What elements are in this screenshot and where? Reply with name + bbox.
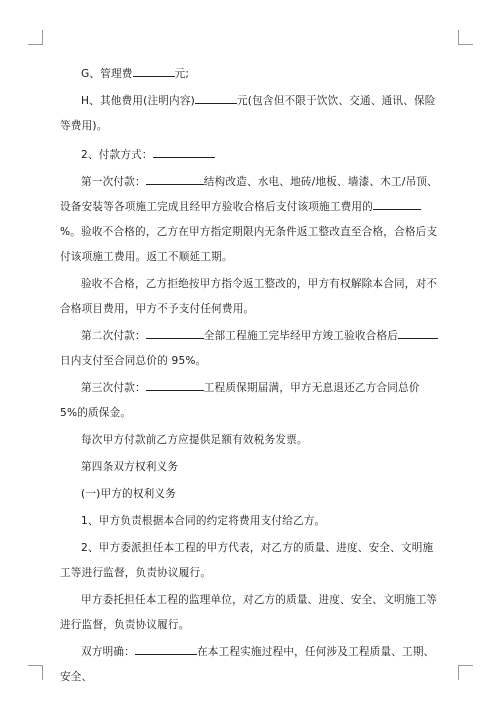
- blank-field: [146, 327, 204, 339]
- blank-field: [373, 198, 421, 210]
- payment-third-label: 第三次付款：: [81, 382, 146, 394]
- blank-field: [195, 92, 237, 104]
- item-g: [60, 62, 440, 87]
- crop-mark-top-right: [458, 30, 473, 45]
- blank-field: [153, 146, 215, 158]
- payment-third: [60, 376, 440, 426]
- party-a-right-1: 1、甲方负责根据本合同的约定将费用支付给乙方。: [81, 515, 326, 527]
- item-h: [60, 89, 440, 139]
- article-4-heading: 第四条双方权利义务: [81, 461, 179, 473]
- section-payment-method: [60, 143, 440, 168]
- payment-first-text: 结构改造、水电、地砖/地板、墙漆、木工/吊顶、设备安装等各项施工完成且经甲方验收合格后支付该项施工费用的: [60, 176, 438, 213]
- blank-field: [146, 379, 204, 391]
- document-body: [60, 62, 440, 692]
- payment-second-text: 全部工程施工完毕经甲方竣工验收合格后: [203, 330, 399, 342]
- payment-second-label: 第二次付款：: [81, 330, 146, 342]
- item-h-text: 元(包含但不限于饮饮、交通、通讯、保险等费用)。: [60, 95, 436, 132]
- party-a-subheading: (一)甲方的权利义务: [81, 488, 177, 500]
- payment-first-note: 验收不合格，乙方拒绝按甲方指令返工整改的，甲方有权解除本合同，对不合格项目费用，甲方不予支付任何费用。: [60, 278, 438, 315]
- payment-third-text: 工程质保期届满，甲方无息退还乙方合同总价 5%的质保金。: [60, 382, 420, 419]
- blank-field: [135, 643, 197, 655]
- blank-field: [398, 327, 438, 339]
- item-h-label: H、其他费用(注明内容): [81, 95, 195, 107]
- payment-first: [60, 170, 440, 270]
- blank-field: [133, 65, 175, 77]
- crop-mark-bottom-left: [28, 665, 43, 680]
- invoice-clause: 每次甲方付款前乙方应提供足额有效税务发票。: [81, 434, 308, 446]
- mutual-clarification: [60, 640, 440, 690]
- party-a-right-3: 甲方委托担任本工程的监理单位，对乙方的质量、进度、安全、文明施工等进行监督，负责协议履行。: [60, 594, 438, 631]
- mutual-clarification-text: 在本工程实施过程中，任何涉及工程质量、工期、安全、: [60, 646, 435, 683]
- payment-method-label: 2、付款方式：: [81, 149, 153, 161]
- payment-first-text-2: %。验收不合格的，乙方在甲方指定期限内无条件返工整改直至合格，合格后支付该项施工费用。返工不顺延工期。: [60, 226, 438, 263]
- party-a-right-2: 2、甲方委派担任本工程的甲方代表，对乙方的质量、进度、安全、文明施工等进行监督，负责协议履行。: [60, 542, 434, 579]
- item-g-label: G、管理费: [81, 68, 133, 80]
- mutual-clarification-label: 双方明确：: [81, 646, 135, 658]
- crop-mark-bottom-right: [458, 665, 473, 680]
- payment-second-text-2: 日内支付至合同总价的 95%。: [60, 355, 207, 367]
- payment-second: [60, 324, 440, 374]
- payment-first-label: 第一次付款：: [81, 176, 146, 188]
- item-g-unit: 元;: [174, 68, 190, 80]
- crop-mark-top-left: [28, 30, 43, 45]
- blank-field: [146, 173, 204, 185]
